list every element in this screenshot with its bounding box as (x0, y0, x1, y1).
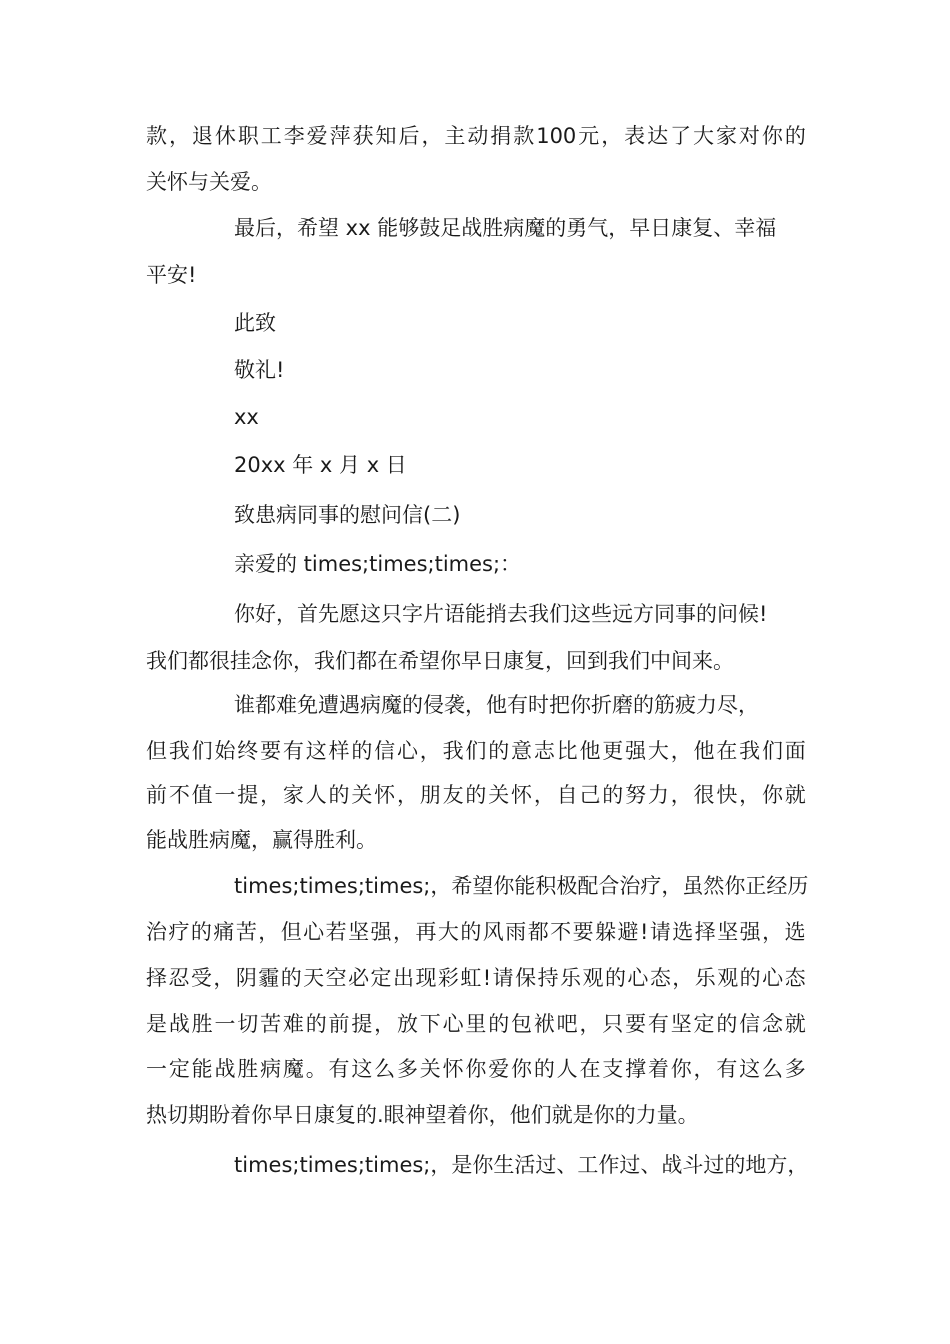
text-token: 表 (624, 124, 646, 148)
text-token: 都 (527, 920, 549, 944)
text-token: ， (601, 124, 623, 148)
text-token: 保 (515, 966, 537, 990)
text-token: ， (579, 1012, 601, 1036)
text-token: 放 (396, 1012, 418, 1036)
text-token: 定 (693, 1012, 715, 1036)
text-token: 的 (351, 739, 373, 763)
text-token: 己 (579, 783, 601, 807)
text-token: 提 (351, 1012, 373, 1036)
text-token: 下 (419, 1012, 441, 1036)
text-token: 阴 (235, 966, 257, 990)
text-token: 是 (146, 1012, 167, 1036)
paragraph-line (146, 736, 806, 766)
paragraph-line: 平安! (146, 263, 197, 287)
text-token: ， (670, 739, 692, 763)
text-token: 的 (784, 124, 806, 148)
text-token: 你 (761, 124, 783, 148)
date: 20xx 年 x 月 x 日 (234, 453, 407, 477)
text-token: 他 (693, 739, 715, 763)
text-token: 大 (647, 739, 669, 763)
text-token: 痛 (213, 920, 235, 944)
text-token: 对 (738, 124, 760, 148)
text-token: 信 (739, 1012, 761, 1036)
text-token: 你 (670, 1057, 692, 1081)
text-token: 这 (305, 739, 327, 763)
text-token: 天 (303, 966, 325, 990)
text-token: 难 (282, 1012, 304, 1036)
text-token: 定 (168, 1057, 190, 1081)
text-token: 获 (352, 124, 374, 148)
text-token: 多 (396, 1057, 418, 1081)
text-token: 志 (533, 739, 555, 763)
text-token: 更 (602, 739, 624, 763)
text-token: 有 (328, 1057, 350, 1081)
text-token: 苦 (235, 920, 257, 944)
text-token: 在 (716, 739, 738, 763)
paragraph-line (146, 121, 806, 151)
text-token: 心 (442, 1012, 464, 1036)
text-token: 一 (146, 1057, 167, 1081)
text-token: 坚 (348, 920, 370, 944)
text-token: 爱 (306, 124, 328, 148)
text-token: 关 (351, 783, 373, 807)
text-token: ， (419, 739, 441, 763)
text-token: 前 (328, 1012, 350, 1036)
text-token: 请 (649, 920, 671, 944)
text-token: 的 (328, 783, 350, 807)
paragraph-line: times;times;times;，希望你能积极配合治疗，虽然你正经历 (234, 874, 809, 898)
text-token: 乐 (560, 966, 582, 990)
text-token: 乐 (694, 966, 716, 990)
text-token: 休 (214, 124, 236, 148)
paragraph-line (146, 917, 806, 947)
text-token: 虹 (460, 966, 482, 990)
text-token: 提 (237, 783, 259, 807)
text-token: 态 (649, 966, 671, 990)
text-token: 彩 (437, 966, 459, 990)
text-token: 怀 (511, 783, 532, 807)
text-token: 苦 (260, 1012, 282, 1036)
text-token: 里 (465, 1012, 487, 1036)
text-token: 后 (398, 124, 420, 148)
text-token: 治 (146, 920, 167, 944)
text-token: 忍 (168, 966, 190, 990)
text-token: 念 (761, 1012, 783, 1036)
text-token: 但 (146, 739, 167, 763)
text-token: 捐 (490, 124, 512, 148)
text-token: 风 (482, 920, 504, 944)
text-token: 的 (305, 1012, 327, 1036)
text-token: ， (672, 966, 694, 990)
text-token: 包 (511, 1012, 532, 1036)
text-token: 关 (419, 1057, 441, 1081)
text-token: 意 (511, 739, 532, 763)
text-token: 的 (488, 739, 510, 763)
text-token: 人 (305, 783, 327, 807)
text-token: 态 (784, 966, 806, 990)
text-token: 但 (280, 920, 302, 944)
text-token: 怀 (374, 783, 396, 807)
paragraph-line (146, 963, 806, 993)
text-token: 避 (617, 920, 639, 944)
paragraph-line: 最后，希望 xx 能够鼓足战胜病魔的勇气，早日康复、幸福 (234, 216, 777, 240)
text-token: 疗 (168, 920, 190, 944)
text-token: 若 (325, 920, 347, 944)
text-token: 么 (761, 1057, 783, 1081)
text-token: 职 (237, 124, 259, 148)
text-token: 我 (739, 739, 761, 763)
text-token: 关 (488, 783, 510, 807)
text-token: 的 (716, 1012, 738, 1036)
text-token: ， (392, 920, 414, 944)
text-token: 一 (214, 1012, 236, 1036)
text-token: 元 (578, 124, 600, 148)
text-token: 有 (647, 1012, 669, 1036)
text-token: 家 (715, 124, 737, 148)
signature: xx (234, 405, 259, 429)
text-token: 有 (716, 1057, 738, 1081)
text-token: 只 (602, 1012, 624, 1036)
text-token: 要 (260, 739, 282, 763)
text-token: ， (762, 920, 784, 944)
text-token: ， (670, 783, 692, 807)
text-token: 要 (625, 1012, 647, 1036)
text-token: 工 (260, 124, 282, 148)
text-token: ， (396, 783, 418, 807)
text-token: 再 (415, 920, 437, 944)
text-token: 支 (602, 1057, 624, 1081)
text-token: ! (482, 966, 492, 990)
text-token: 吧 (556, 1012, 578, 1036)
text-token: 撑 (625, 1057, 647, 1081)
text-token: 值 (191, 783, 213, 807)
text-token: 爱 (488, 1057, 510, 1081)
text-token: 心 (627, 966, 649, 990)
text-token: 这 (351, 1057, 373, 1081)
text-token: 有 (282, 739, 304, 763)
text-token: 要 (572, 920, 594, 944)
text-token: 空 (325, 966, 347, 990)
text-token: 一 (214, 783, 236, 807)
text-token: 大 (693, 124, 715, 148)
text-token: 么 (374, 1057, 396, 1081)
text-token: 主 (444, 124, 466, 148)
text-token: 他 (579, 739, 601, 763)
text-token: ， (260, 783, 282, 807)
text-token: 霾 (258, 966, 280, 990)
text-token: 病 (260, 1057, 282, 1081)
text-token: 这 (739, 1057, 761, 1081)
text-token: 们 (465, 739, 487, 763)
text-token: 心 (762, 966, 784, 990)
text-token: 袱 (533, 1012, 555, 1036)
text-token: 。 (305, 1057, 327, 1081)
text-token: 大 (437, 920, 459, 944)
paragraph-line: 热切期盼着你早日康复的.眼神望着你，他们就是你的力量。 (146, 1103, 699, 1127)
text-token: 你 (761, 783, 783, 807)
paragraph-line (146, 1054, 806, 1084)
paragraph-line (146, 1009, 806, 1039)
text-token: 强 (370, 920, 392, 944)
paragraph-line: 谁都难免遭遇病魔的侵袭，他有时把你折磨的筋疲力尽， (234, 693, 759, 717)
text-token: 魔 (282, 1057, 304, 1081)
text-token: 择 (694, 920, 716, 944)
text-token: 就 (784, 1012, 806, 1036)
text-token: 战 (168, 1012, 190, 1036)
text-token: 自 (556, 783, 578, 807)
text-token: 家 (282, 783, 304, 807)
text-token: 的 (604, 966, 626, 990)
text-token: 雨 (505, 920, 527, 944)
text-token: 的 (280, 966, 302, 990)
text-token: 躲 (595, 920, 617, 944)
text-token: 持 (537, 966, 559, 990)
text-token: 始 (214, 739, 236, 763)
text-token: ， (168, 124, 190, 148)
text-token: ， (213, 966, 235, 990)
text-token: 前 (146, 783, 167, 807)
section-title: 致患病同事的慰问信(二) (234, 503, 461, 527)
text-token: 退 (191, 124, 213, 148)
greeting: 亲爱的 times;times;times;： (234, 552, 522, 576)
text-token: 的 (739, 966, 761, 990)
text-token: 着 (647, 1057, 669, 1081)
text-token: 多 (784, 1057, 806, 1081)
text-token: 受 (190, 966, 212, 990)
text-token: 择 (146, 966, 167, 990)
text-token: 款 (513, 124, 535, 148)
text-token: 出 (392, 966, 414, 990)
text-token: 样 (328, 739, 350, 763)
text-token: 快 (716, 783, 738, 807)
text-token: 我 (168, 739, 190, 763)
text-token: 心 (303, 920, 325, 944)
text-token: 能 (191, 1057, 213, 1081)
text-token: 人 (556, 1057, 578, 1081)
text-token: ， (374, 1012, 396, 1036)
text-token: 请 (492, 966, 514, 990)
text-token: 们 (191, 739, 213, 763)
text-token: 选 (672, 920, 694, 944)
text-token: 李 (283, 124, 305, 148)
text-token: 很 (693, 783, 715, 807)
text-token: 必 (348, 966, 370, 990)
paragraph-line: 我们都很挂念你，我们都在希望你早日康复，回到我们中间来。 (146, 649, 734, 673)
text-token: 100 (536, 124, 577, 148)
text-token: 在 (579, 1057, 601, 1081)
text-token: 比 (556, 739, 578, 763)
text-token: 胜 (191, 1012, 213, 1036)
text-token: 款 (146, 124, 167, 148)
text-token: 不 (550, 920, 572, 944)
text-token: 切 (237, 1012, 259, 1036)
paragraph-line: times;times;times;，是你生活过、工作过、战斗过的地方， (234, 1153, 809, 1177)
text-token: 胜 (237, 1057, 259, 1081)
text-token: ， (421, 124, 443, 148)
text-token: 你 (465, 1057, 487, 1081)
text-token: 的 (602, 783, 624, 807)
text-token: 萍 (329, 124, 351, 148)
text-token: 动 (467, 124, 489, 148)
text-token: 努 (625, 783, 647, 807)
text-token: 选 (784, 920, 806, 944)
paragraph-line: 你好，首先愿这只字片语能捎去我们这些远方同事的问候! (234, 602, 768, 626)
text-token: 现 (415, 966, 437, 990)
text-token: 信 (374, 739, 396, 763)
text-token: 的 (488, 1012, 510, 1036)
text-token: ， (258, 920, 280, 944)
text-token: 的 (533, 1057, 555, 1081)
closing-salutation: 此致 (234, 311, 276, 335)
text-token: 面 (784, 739, 806, 763)
paragraph-line: 能战胜病魔，赢得胜利。 (146, 828, 377, 852)
text-token: 你 (511, 1057, 532, 1081)
text-token: 的 (465, 783, 487, 807)
text-token: 心 (396, 739, 418, 763)
text-token: 坚 (670, 1012, 692, 1036)
text-token: 怀 (442, 1057, 464, 1081)
text-token: 了 (670, 124, 692, 148)
text-token: 强 (625, 739, 647, 763)
text-token: 强 (739, 920, 761, 944)
paragraph-line (146, 780, 806, 810)
text-token: 不 (168, 783, 190, 807)
text-token: 知 (375, 124, 397, 148)
text-token: 的 (190, 920, 212, 944)
closing-respect: 敬礼! (234, 358, 285, 382)
text-token: ， (693, 1057, 715, 1081)
text-token: 定 (370, 966, 392, 990)
text-token: 观 (717, 966, 739, 990)
text-token: 战 (214, 1057, 236, 1081)
text-token: 朋 (419, 783, 441, 807)
text-token: 友 (442, 783, 464, 807)
text-token: 坚 (717, 920, 739, 944)
text-token: ， (533, 783, 555, 807)
text-token: 力 (647, 783, 669, 807)
text-token: 就 (784, 783, 806, 807)
text-token: 的 (460, 920, 482, 944)
text-token: 我 (442, 739, 464, 763)
text-token: 终 (237, 739, 259, 763)
text-token: ! (639, 920, 649, 944)
text-token: ， (739, 783, 761, 807)
text-token: 观 (582, 966, 604, 990)
text-token: 们 (761, 739, 783, 763)
paragraph-line: 关怀与关爱。 (146, 170, 272, 194)
text-token: 达 (647, 124, 669, 148)
